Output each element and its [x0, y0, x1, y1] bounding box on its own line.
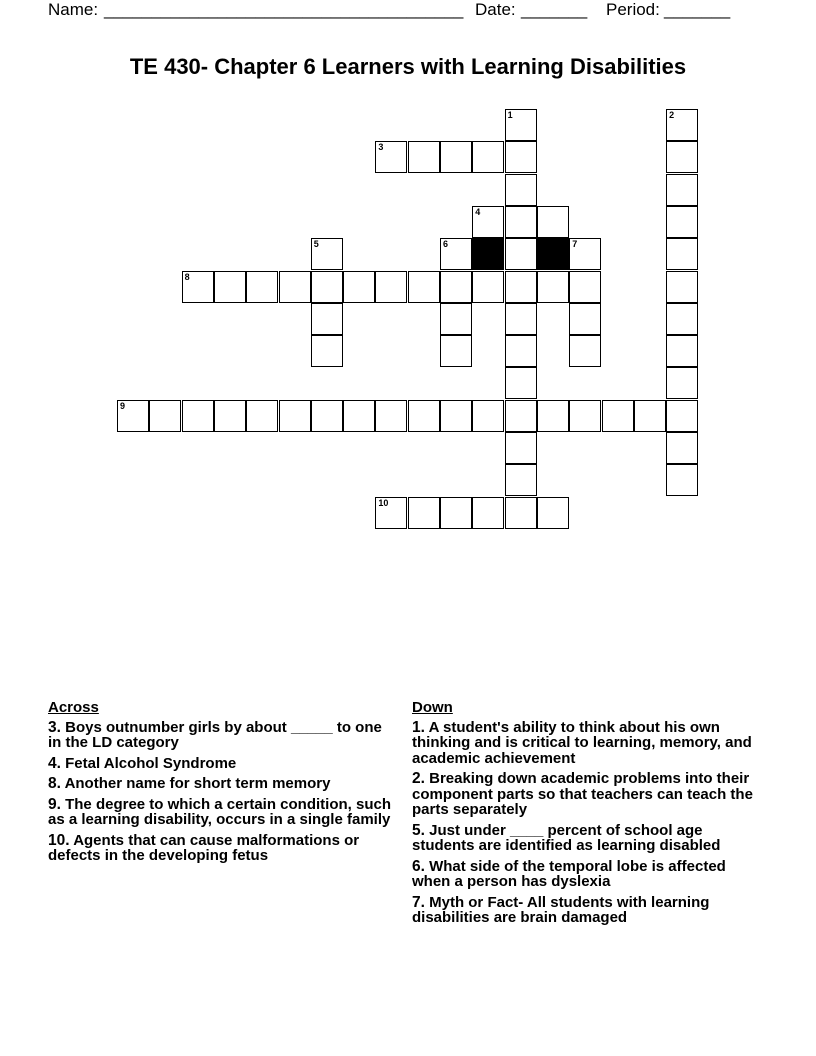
clue-text: What side of the temporal lobe is affected when a person has dyslexia [412, 857, 726, 890]
grid-cell[interactable] [375, 497, 407, 529]
grid-cell[interactable] [311, 271, 343, 303]
grid-block [537, 238, 569, 270]
grid-cell[interactable] [569, 271, 601, 303]
grid-cell[interactable] [279, 271, 311, 303]
cell-number: 1 [507, 110, 513, 120]
clue-across-4 [48, 756, 393, 772]
clue-number: 10. [48, 831, 70, 849]
clue-text: Myth or Fact- All students with learning disabilities are brain damaged [412, 893, 710, 926]
grid-cell[interactable] [408, 400, 440, 432]
cell-number: 2 [669, 110, 675, 120]
grid-cell[interactable] [311, 400, 343, 432]
clue-across-9 [48, 797, 393, 828]
grid-cell[interactable] [472, 271, 504, 303]
clue-across-8 [48, 776, 393, 792]
grid-cell[interactable] [505, 335, 537, 367]
grid-cell[interactable] [666, 109, 698, 141]
name-field[interactable]: ______________________________________ [104, 0, 464, 19]
grid-cell[interactable] [408, 497, 440, 529]
grid-cell[interactable] [666, 367, 698, 399]
clue-number: 7. [412, 893, 425, 911]
grid-cell[interactable] [375, 400, 407, 432]
grid-cell[interactable] [440, 271, 472, 303]
grid-cell[interactable] [666, 464, 698, 496]
period-label: Period: [606, 0, 660, 19]
grid-cell[interactable] [505, 400, 537, 432]
clue-text: Boys outnumber girls by about _____ to one in the LD category [48, 718, 382, 751]
clue-number: 6. [412, 857, 425, 875]
grid-cell[interactable] [440, 400, 472, 432]
clue-text: Another name for short term memory [64, 775, 331, 792]
clue-across-10 [48, 833, 393, 864]
clue-down-7 [412, 895, 768, 926]
clue-number: 2. [412, 770, 425, 787]
clue-text: The degree to which a certain condition, such as a learning disability, occurs in a single family [48, 795, 391, 828]
grid-cell[interactable] [214, 271, 246, 303]
grid-cell[interactable] [182, 400, 214, 432]
grid-cell[interactable] [214, 400, 246, 432]
name-label: Name: [48, 0, 99, 19]
cell-number: 8 [184, 271, 190, 282]
grid-cell[interactable] [505, 174, 537, 206]
clue-number: 3. [48, 718, 61, 736]
grid-cell[interactable] [375, 141, 407, 173]
grid-cell[interactable] [505, 303, 537, 335]
grid-cell[interactable] [569, 400, 601, 432]
clue-number: 9. [48, 795, 61, 813]
clue-text: A student's ability to think about his own thinking and is critical to learning, memory, and academic achievement [412, 718, 752, 767]
clue-number: 4. [48, 754, 61, 772]
clue-text: Agents that can cause malformations or defects in the developing fetus [48, 831, 360, 864]
grid-cell[interactable] [569, 303, 601, 335]
clue-down-6 [412, 859, 768, 890]
grid-cell[interactable] [505, 271, 537, 303]
clue-down-5 [412, 823, 768, 854]
period-field[interactable]: _______ [664, 0, 731, 19]
cell-number: 10 [378, 497, 389, 508]
grid-cell[interactable] [440, 238, 472, 270]
clue-across-3 [48, 720, 393, 751]
grid-cell[interactable] [440, 303, 472, 335]
grid-cell[interactable] [505, 141, 537, 173]
grid-cell[interactable] [472, 400, 504, 432]
grid-cell[interactable] [311, 238, 343, 270]
page-title: TE 430- Chapter 6 Learners with Learning Disabilities [129, 54, 687, 79]
down-clues [412, 700, 768, 931]
grid-cell[interactable] [311, 335, 343, 367]
grid-cell[interactable] [408, 271, 440, 303]
grid-cell[interactable] [666, 238, 698, 270]
grid-cell[interactable] [408, 141, 440, 173]
clue-down-1 [412, 720, 768, 767]
grid-cell[interactable] [246, 400, 278, 432]
cell-number: 7 [572, 239, 578, 250]
across-clues [48, 700, 393, 869]
grid-cell[interactable] [149, 400, 181, 432]
grid-cell[interactable] [569, 238, 601, 270]
grid-cell[interactable] [602, 400, 634, 432]
grid-cell[interactable] [182, 271, 214, 303]
grid-cell[interactable] [666, 335, 698, 367]
grid-cell[interactable] [505, 464, 537, 496]
grid-cell[interactable] [505, 109, 537, 141]
grid-cell[interactable] [472, 141, 504, 173]
grid-cell[interactable] [440, 141, 472, 173]
cell-number: 9 [120, 400, 126, 411]
grid-cell[interactable] [505, 367, 537, 399]
grid-cell[interactable] [279, 400, 311, 432]
clue-text: Breaking down academic problems into their component parts so that teachers can teach the parts separately [412, 770, 753, 818]
grid-cell[interactable] [666, 400, 698, 432]
grid-cell[interactable] [472, 206, 504, 238]
grid-cell[interactable] [537, 271, 569, 303]
grid-cell[interactable] [343, 271, 375, 303]
cell-number: 3 [378, 142, 384, 153]
grid-cell[interactable] [666, 303, 698, 335]
grid-cell[interactable] [505, 238, 537, 270]
grid-cell[interactable] [505, 432, 537, 464]
grid-cell[interactable] [569, 335, 601, 367]
clue-number: 1. [412, 718, 425, 736]
grid-cell[interactable] [375, 271, 407, 303]
grid-cell[interactable] [666, 141, 698, 173]
grid-cell[interactable] [472, 497, 504, 529]
clue-down-2 [412, 771, 768, 818]
clue-text: Fetal Alcohol Syndrome [65, 754, 237, 772]
grid-cell[interactable] [343, 400, 375, 432]
grid-cell[interactable] [505, 497, 537, 529]
cell-number: 5 [313, 239, 319, 250]
grid-cell[interactable] [634, 400, 666, 432]
cell-number: 6 [443, 239, 449, 250]
date-field[interactable]: _______ [521, 0, 588, 19]
grid-cell[interactable] [537, 400, 569, 432]
grid-cell[interactable] [537, 206, 569, 238]
grid-cell[interactable] [440, 497, 472, 529]
grid-cell[interactable] [117, 400, 149, 432]
grid-cell[interactable] [666, 206, 698, 238]
across-heading: Across [48, 699, 99, 716]
down-heading: Down [412, 699, 453, 716]
grid-cell[interactable] [666, 271, 698, 303]
grid-block [472, 238, 504, 270]
clue-text: Just under ____ percent of school age students are identified as learning disabled [412, 821, 721, 854]
clue-number: 8. [48, 775, 61, 792]
grid-cell[interactable] [246, 271, 278, 303]
grid-cell[interactable] [505, 206, 537, 238]
grid-cell[interactable] [440, 335, 472, 367]
grid-cell[interactable] [666, 174, 698, 206]
grid-cell[interactable] [666, 432, 698, 464]
grid-cell[interactable] [537, 497, 569, 529]
grid-cell[interactable] [311, 303, 343, 335]
clue-number: 5. [412, 821, 425, 839]
cell-number: 4 [475, 206, 481, 217]
date-label: Date: [475, 0, 516, 19]
